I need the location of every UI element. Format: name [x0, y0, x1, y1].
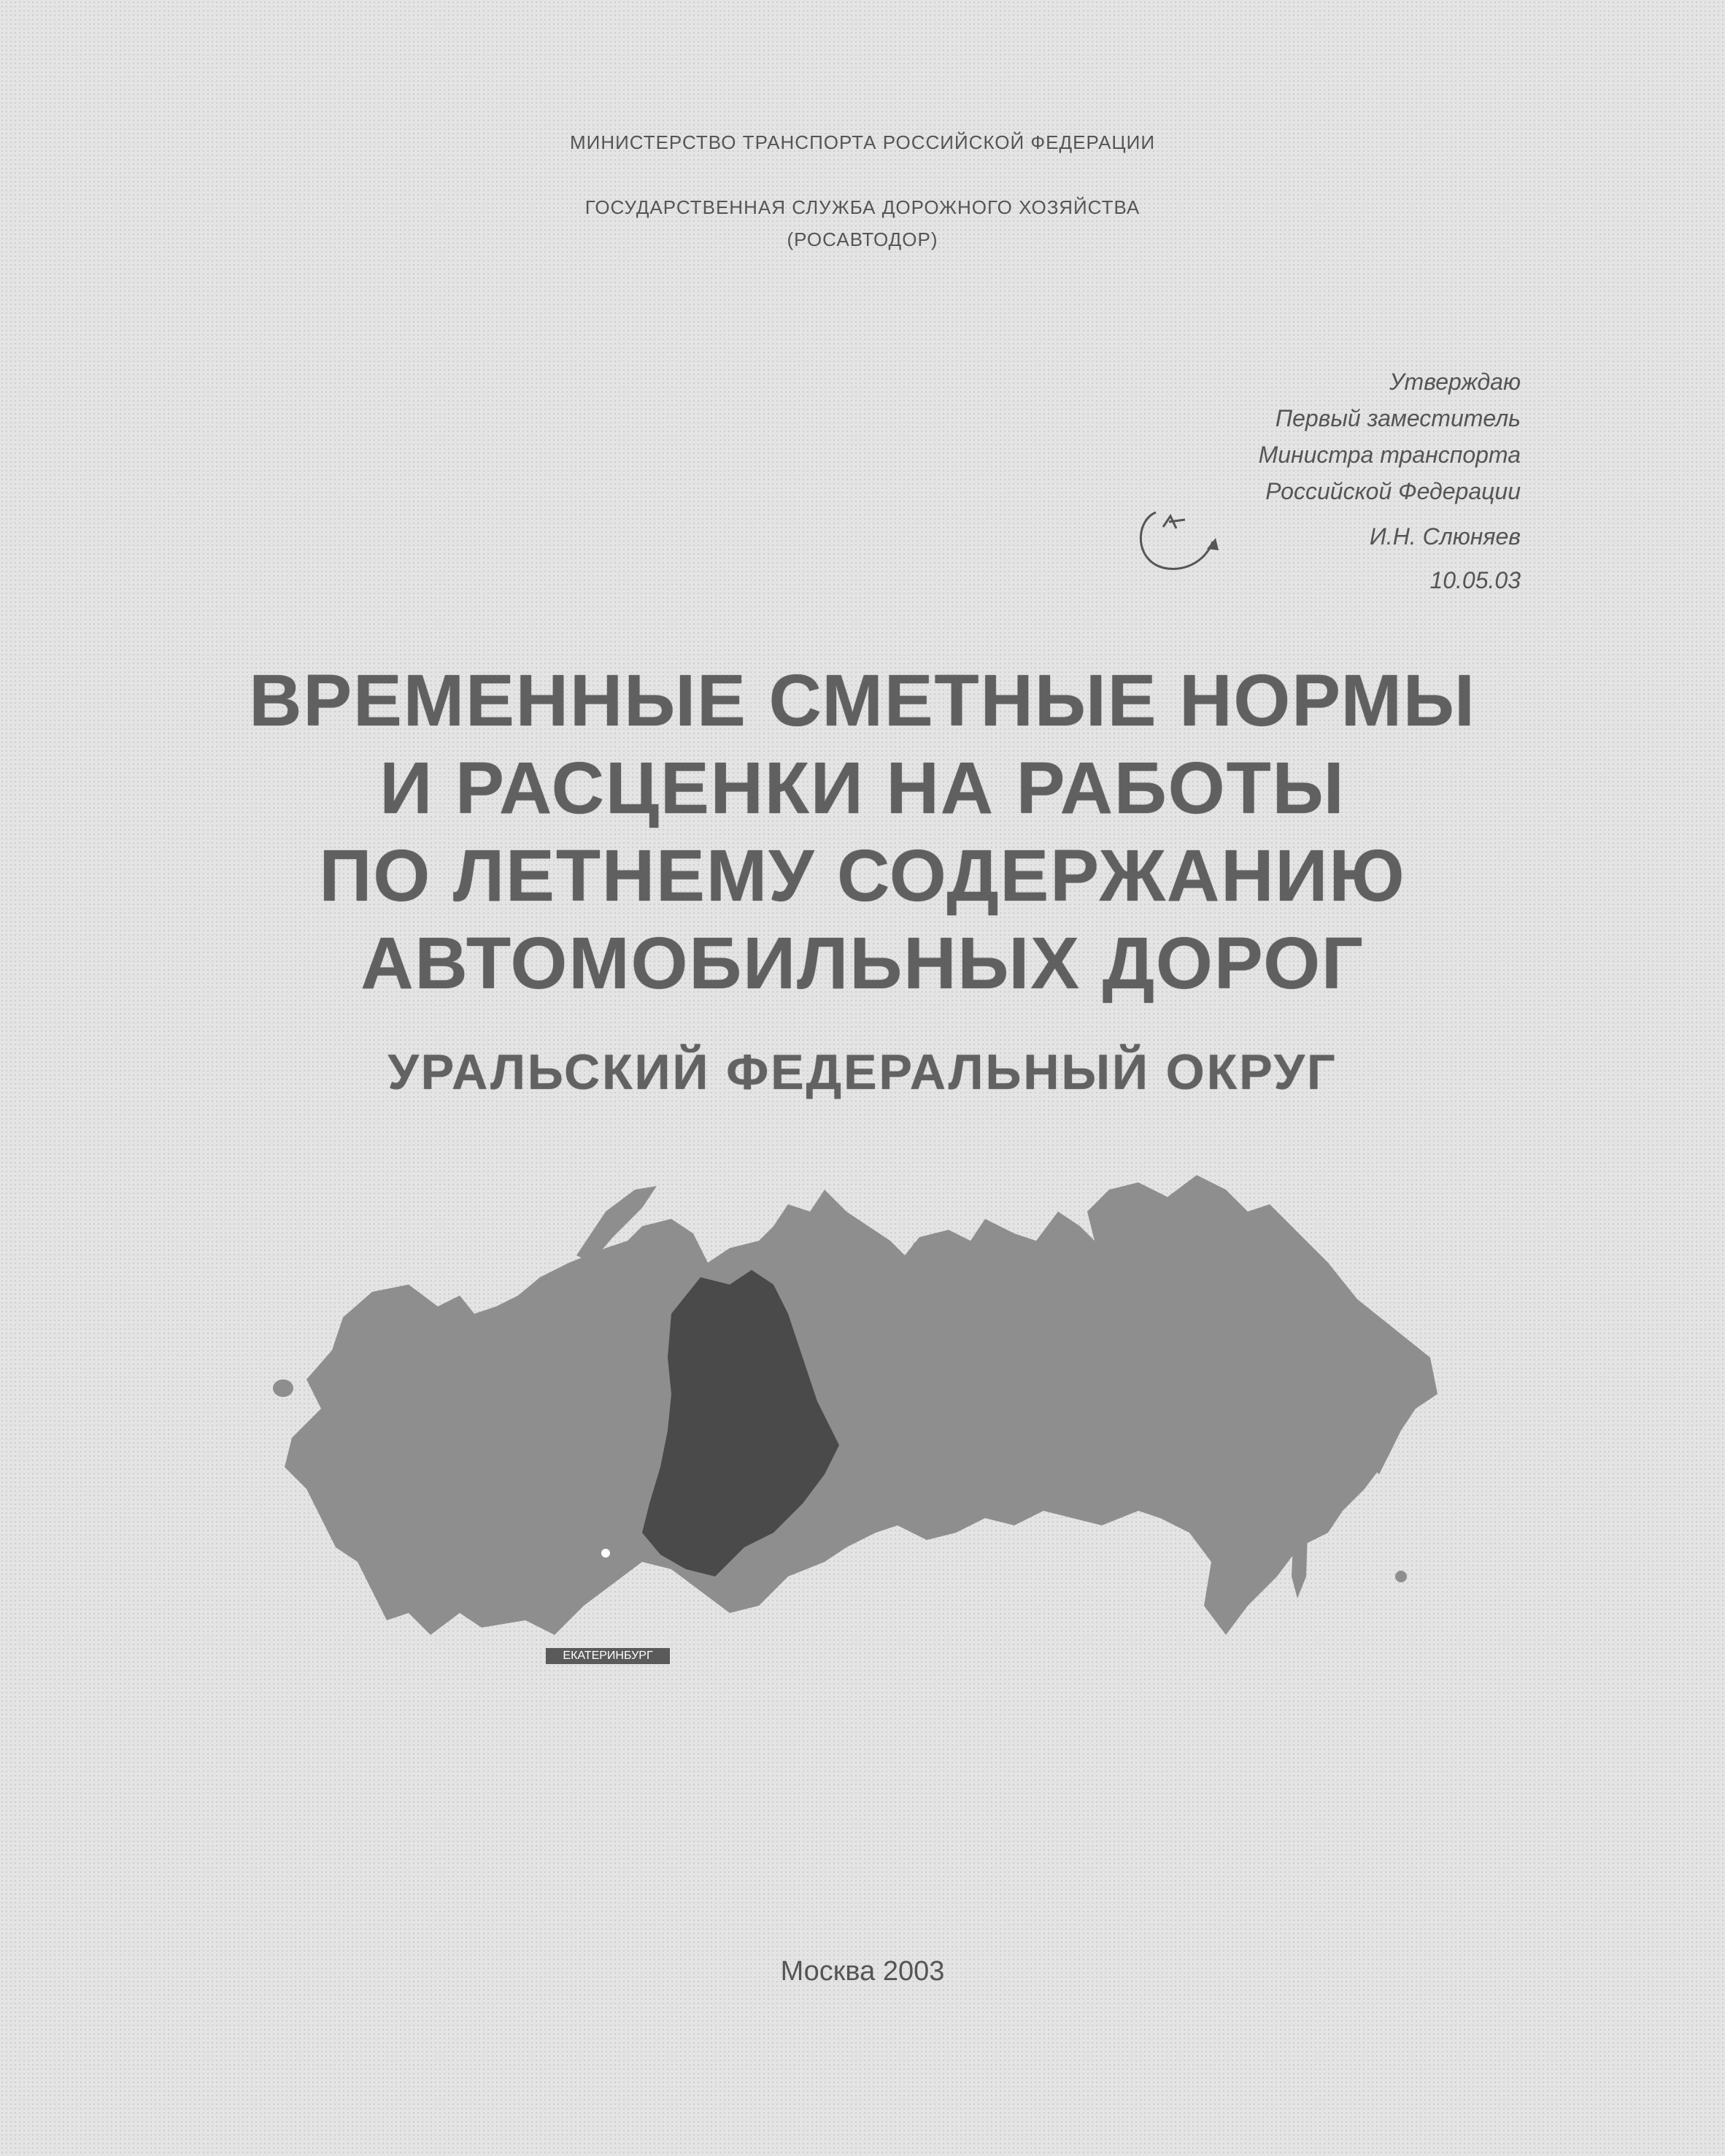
island: [912, 1241, 927, 1255]
signer-name: И.Н. Слюняев: [1369, 523, 1521, 550]
title-line: ВРЕМЕННЫЕ СМЕТНЫЕ НОРМЫ: [249, 660, 1476, 742]
place-year: Москва 2003: [780, 1956, 945, 1987]
title-line: ПО ЛЕТНЕМУ СОДЕРЖАНИЮ: [319, 835, 1406, 917]
approval-line: Утверждаю: [1389, 369, 1521, 395]
city-marker: [601, 1549, 610, 1558]
approval-block: [1083, 363, 1521, 598]
ministry-name: МИНИСТЕРСТВО ТРАНСПОРТА РОССИЙСКОЙ ФЕДЕРАЦИИ: [569, 131, 1156, 153]
island: [1395, 1571, 1407, 1582]
title-line: И РАСЦЕНКИ НА РАБОТЫ: [379, 747, 1346, 829]
signature-row: [1083, 518, 1521, 562]
russia-map: [263, 1168, 1445, 1737]
document-title: [0, 657, 1725, 1007]
signature: [1134, 498, 1222, 578]
city-label: ЕКАТЕРИНБУРГ: [546, 1648, 670, 1664]
russia-territory: [285, 1175, 1438, 1635]
approval-date: 10.05.03: [1429, 567, 1521, 593]
island: [1120, 1198, 1135, 1213]
service-abbreviation: (РОСАВТОДОР): [787, 228, 938, 250]
document-subtitle: УРАЛЬСКИЙ ФЕДЕРАЛЬНЫЙ ОКРУГ: [387, 1044, 1338, 1100]
approval-line: Министра транспорта: [1258, 442, 1521, 468]
service-name: [0, 191, 1725, 255]
title-line: АВТОМОБИЛЬНЫХ ДОРОГ: [360, 923, 1365, 1004]
approval-line: Российской Федерации: [1265, 478, 1521, 504]
approval-line: Первый заместитель: [1275, 405, 1521, 431]
service-name-line: ГОСУДАРСТВЕННАЯ СЛУЖБА ДОРОЖНОГО ХОЗЯЙСТВА: [584, 196, 1141, 218]
island: [1330, 1370, 1341, 1382]
kaliningrad: [273, 1379, 293, 1397]
